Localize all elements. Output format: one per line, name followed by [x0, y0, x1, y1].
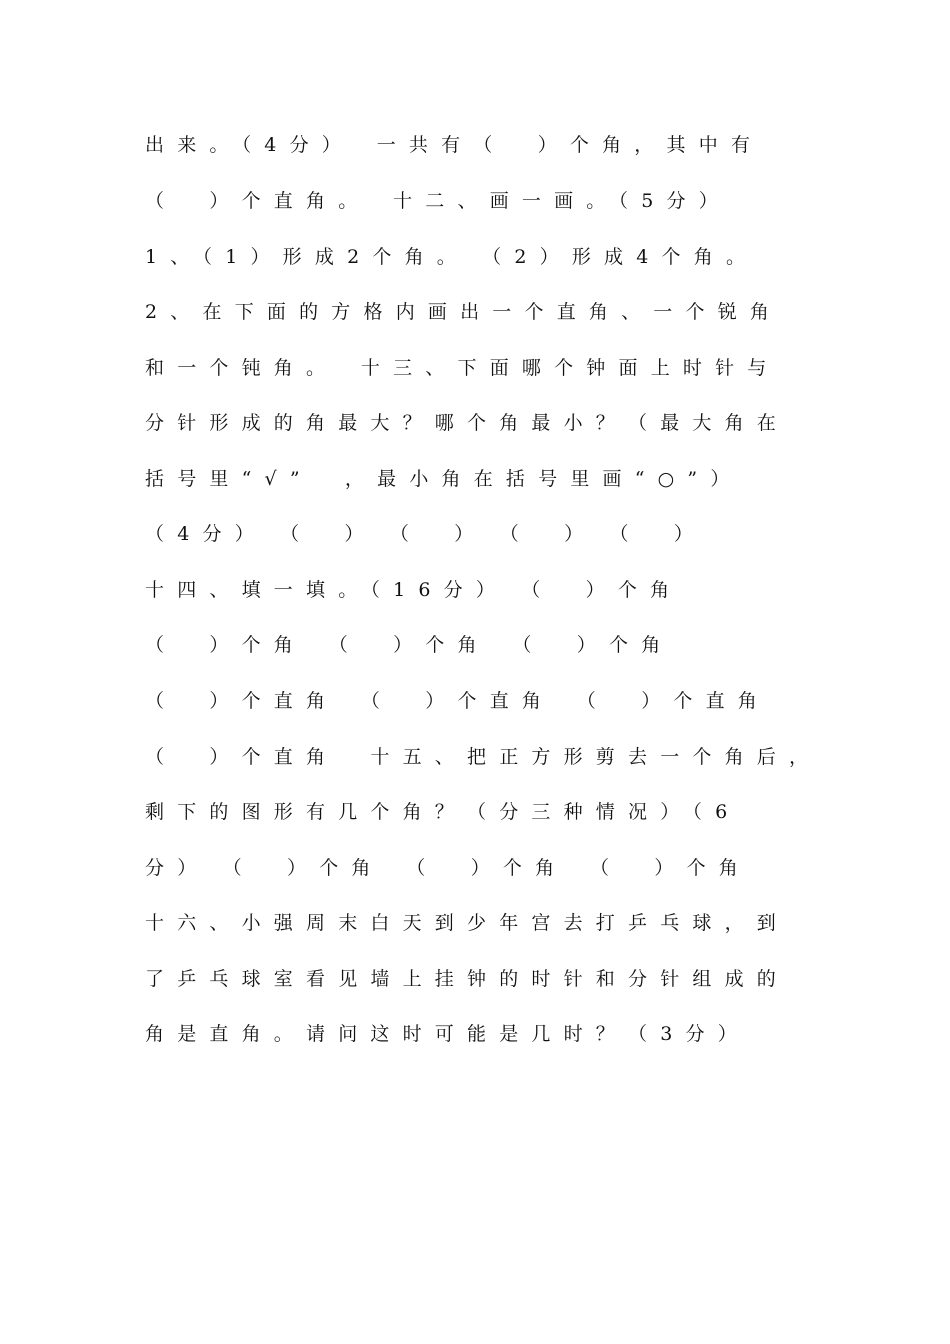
text-line-9: 十四、填一填。（16分） （ ）个角 [145, 579, 683, 601]
text-line-1: 出来。（4分） 一共有（ ）个角，其中有 [145, 134, 764, 156]
text-line-7: 括号里“√” ，最小角在括号里画“○”） [145, 468, 743, 490]
text-line-11: （ ）个直角 （ ）个直角 （ ）个直角 [145, 690, 771, 712]
text-line-5: 和一个钝角。 十三、下面哪个钟面上时针与 [145, 357, 780, 379]
text-line-12: （ ）个直角 十五、把正方形剪去一个角后， [145, 746, 822, 768]
text-line-3: 1、（1）形成2个角。 （2）形成4个角。 [145, 246, 759, 268]
text-line-16: 了乒乓球室看见墙上挂钟的时针和分针组成的 [145, 968, 790, 990]
text-line-14: 分） （ ）个角 （ ）个角 （ ）个角 [145, 857, 752, 879]
text-line-2: （ ）个直角。 十二、画一画。（5分） [145, 190, 731, 212]
text-line-15: 十六、小强周末白天到少年宫去打乒乓球，到 [145, 912, 790, 934]
text-line-8: （4分） （ ） （ ） （ ） （ ） [145, 523, 707, 545]
text-line-17: 角是直角。请问这时可能是几时？（3分） [145, 1023, 750, 1045]
text-line-13: 剩下的图形有几个角？（分三种情况）（6 [145, 801, 741, 823]
text-line-4: 2、在下面的方格内画出一个直角、一个锐角 [145, 301, 783, 323]
text-line-6: 分针形成的角最大？哪个角最小？（最大角在 [145, 412, 790, 434]
text-line-10: （ ）个角 （ ）个角 （ ）个角 [145, 634, 674, 656]
